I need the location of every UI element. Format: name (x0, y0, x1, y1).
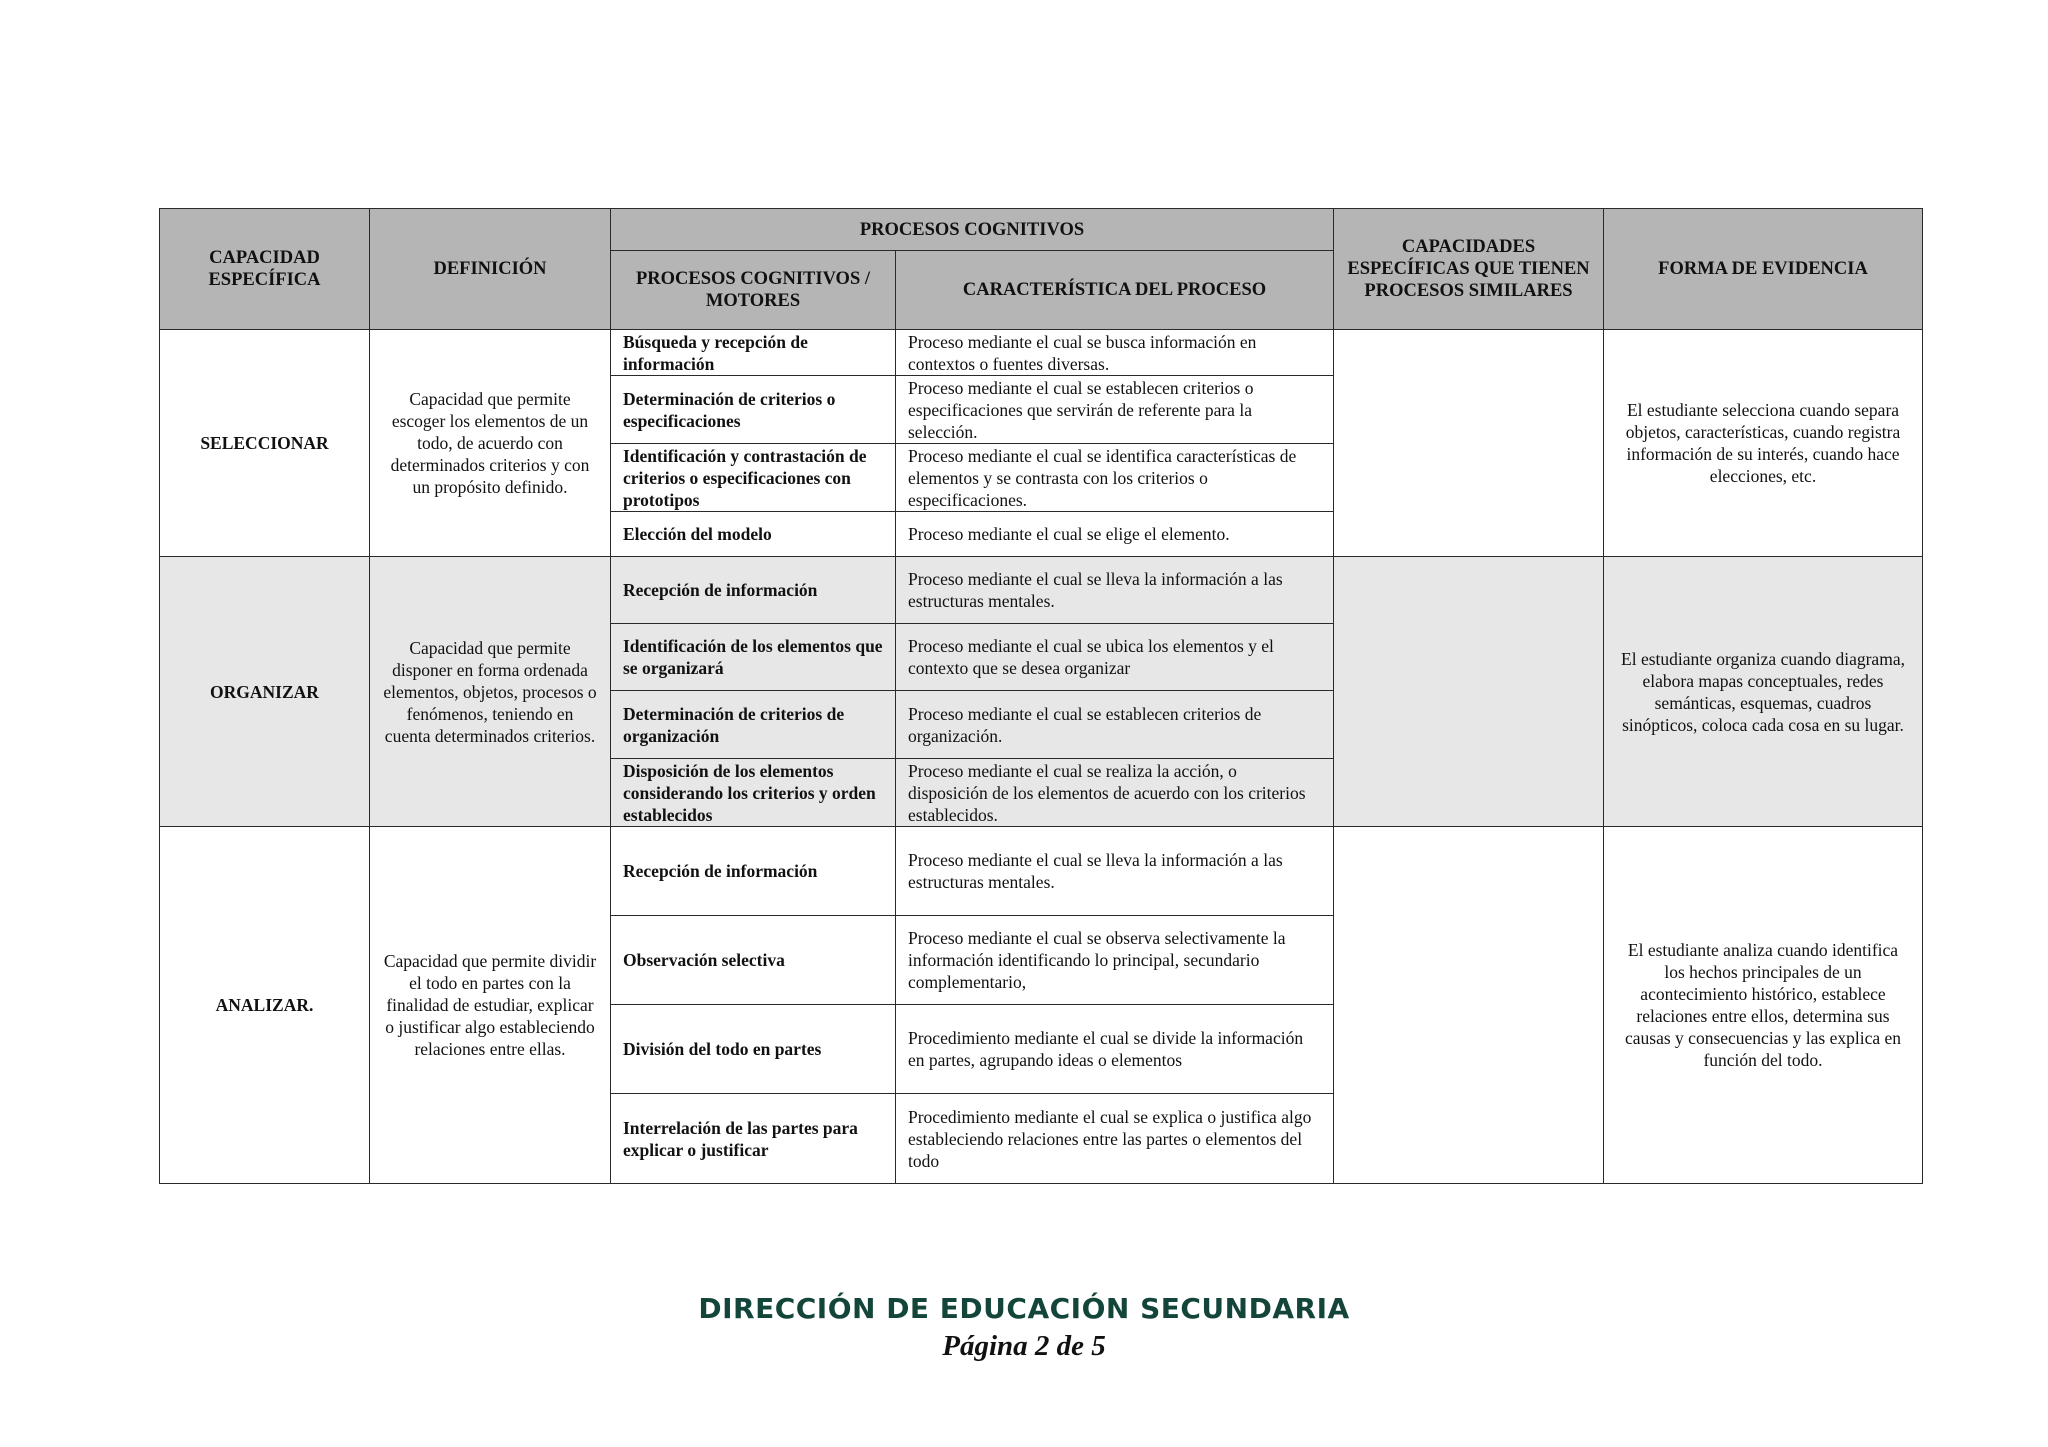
caracteristica-cell: Proceso mediante el cual se identifica características de elementos y se contrasta con los criterios o especificaciones. (896, 444, 1334, 512)
proceso-cell: Interrelación de las partes para explicar o justificar (611, 1094, 896, 1184)
definicion-cell: Capacidad que permite dividir el todo en partes con la finalidad de estudiar, explicar o justificar algo estableciendo relaciones entre ellas. (370, 827, 611, 1184)
caracteristica-cell: Procedimiento mediante el cual se divide la información en partes, agrupando ideas o elementos (896, 1005, 1334, 1094)
proceso-cell: Recepción de información (611, 827, 896, 916)
proceso-cell: Determinación de criterios o especificaciones (611, 376, 896, 444)
header-definicion: DEFINICIÓN (370, 209, 611, 330)
definicion-cell: Capacidad que permite escoger los elementos de un todo, de acuerdo con determinados criterios y con un propósito definido. (370, 330, 611, 557)
capacities-table (159, 208, 1923, 1184)
caracteristica-cell: Proceso mediante el cual se observa selectivamente la información identificando lo principal, secundario complementario, (896, 916, 1334, 1005)
page-number: Página 2 de 5 (942, 1330, 1106, 1362)
proceso-cell: Identificación de los elementos que se organizará (611, 624, 896, 691)
caracteristica-cell: Proceso mediante el cual se elige el elemento. (896, 512, 1334, 557)
proceso-cell: Recepción de información (611, 557, 896, 624)
proceso-cell: Disposición de los elementos considerando los criterios y orden establecidos (611, 759, 896, 827)
proceso-cell: Determinación de criterios de organización (611, 691, 896, 759)
caracteristica-cell: Proceso mediante el cual se establecen criterios o especificaciones que servirán de referente para la selección. (896, 376, 1334, 444)
caracteristica-cell: Procedimiento mediante el cual se explica o justifica algo estableciendo relaciones entre las partes o elementos del todo (896, 1094, 1334, 1184)
footer-title: DIRECCIÓN DE EDUCACIÓN SECUNDARIA (698, 1292, 1350, 1325)
header-procesos-motores: PROCESOS COGNITIVOS / MOTORES (611, 251, 896, 330)
definicion-cell: Capacidad que permite disponer en forma ordenada elementos, objetos, procesos o fenómenos, teniendo en cuenta determinados criterios. (370, 557, 611, 827)
caracteristica-cell: Proceso mediante el cual se ubica los elementos y el contexto que se desea organizar (896, 624, 1334, 691)
caracteristica-cell: Proceso mediante el cual se lleva la información a las estructuras mentales. (896, 827, 1334, 916)
table-row (160, 827, 1923, 916)
proceso-cell: Búsqueda y recepción de información (611, 330, 896, 376)
header-caracteristica: CARACTERÍSTICA DEL PROCESO (896, 251, 1334, 330)
table-row (160, 557, 1923, 624)
caracteristica-cell: Proceso mediante el cual se busca información en contextos o fuentes diversas. (896, 330, 1334, 376)
evidencia-cell: El estudiante organiza cuando diagrama, elabora mapas conceptuales, redes semánticas, esquemas, cuadros sinópticos, coloca cada cosa en su lugar. (1604, 557, 1923, 827)
caracteristica-cell: Proceso mediante el cual se lleva la información a las estructuras mentales. (896, 557, 1334, 624)
capacidad-cell: ANALIZAR. (160, 827, 370, 1184)
similares-cell (1334, 827, 1604, 1184)
similares-cell (1334, 557, 1604, 827)
table-row (160, 330, 1923, 376)
proceso-cell: Observación selectiva (611, 916, 896, 1005)
proceso-cell: División del todo en partes (611, 1005, 896, 1094)
caracteristica-cell: Proceso mediante el cual se realiza la acción, o disposición de los elementos de acuerdo con los criterios establecidos. (896, 759, 1334, 827)
header-capacidades-similares: CAPACIDADES ESPECÍFICAS QUE TIENEN PROCESOS SIMILARES (1334, 209, 1604, 330)
proceso-cell: Elección del modelo (611, 512, 896, 557)
header-forma-evidencia: FORMA DE EVIDENCIA (1604, 209, 1923, 330)
caracteristica-cell: Proceso mediante el cual se establecen criterios de organización. (896, 691, 1334, 759)
header-procesos-cognitivos: PROCESOS COGNITIVOS (611, 209, 1334, 251)
capacidad-cell: ORGANIZAR (160, 557, 370, 827)
similares-cell (1334, 330, 1604, 557)
capacidad-cell: SELECCIONAR (160, 330, 370, 557)
evidencia-cell: El estudiante selecciona cuando separa objetos, características, cuando registra información de su interés, cuando hace elecciones, etc. (1604, 330, 1923, 557)
header-capacidad: CAPACIDAD ESPECÍFICA (160, 209, 370, 330)
evidencia-cell: El estudiante analiza cuando identifica los hechos principales de un acontecimiento histórico, establece relaciones entre ellos, determina sus causas y consecuencias y las explica en función del todo. (1604, 827, 1923, 1184)
proceso-cell: Identificación y contrastación de criterios o especificaciones con prototipos (611, 444, 896, 512)
